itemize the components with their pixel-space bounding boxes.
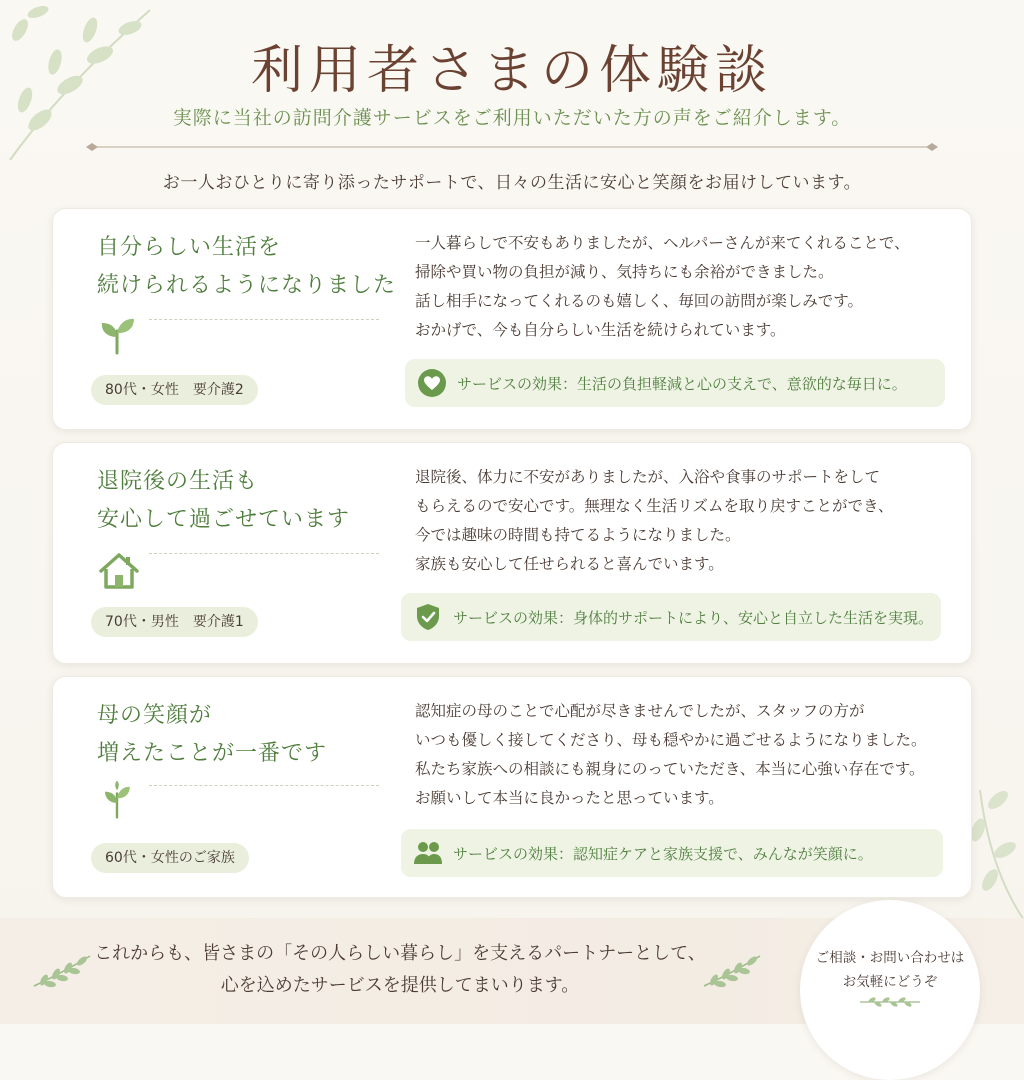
- closing-message: [90, 938, 710, 1002]
- testimonial-body: [415, 229, 955, 345]
- body-line: いつも優しく接してくださり、母も穏やかに過ごせるようになりました。: [415, 731, 927, 749]
- heart-icon: [417, 368, 447, 398]
- testimonial-card: [52, 442, 972, 664]
- service-effect-text: サービスの効果：身体的サポートにより、安心と自立した生活を実現。: [453, 608, 934, 627]
- sprout-icon: [97, 315, 137, 355]
- testimonial-title: 自分らしい生活を 続けられるようになりました: [97, 235, 397, 298]
- people-icon: [413, 838, 443, 868]
- title-rule: [149, 785, 379, 786]
- laurel-left-icon: [30, 950, 94, 990]
- body-line: 退院後、体力に不安がありましたが、入浴や食事のサポートをして: [415, 468, 881, 486]
- intro-text: お一人おひとりに寄り添ったサポートで、日々の生活に安心と笑顔をお届けしています。: [162, 173, 862, 193]
- laurel-right-icon: [700, 950, 764, 990]
- user-tag: 60代・女性のご家族: [91, 843, 249, 873]
- ornamental-divider: [84, 140, 940, 154]
- laurel-small-icon: [858, 996, 922, 1008]
- house-icon: [97, 549, 141, 593]
- user-tag: 80代・女性 要介護2: [91, 375, 258, 405]
- title-rule: [149, 553, 379, 554]
- body-line: もらえるので安心です。無理なく生活リズムを取り戻すことができ、: [415, 497, 894, 515]
- body-line: 話し相手になってくれるのも嬉しく、毎回の訪問が楽しみです。: [415, 292, 863, 310]
- title-rule: [149, 319, 379, 320]
- body-line: お願いして本当に良かったと思っています。: [415, 789, 724, 807]
- body-line: 掃除や買い物の負担が減り、気持ちにも余裕ができました。: [415, 263, 834, 281]
- shield-check-icon: [413, 602, 443, 632]
- body-line: 私たち家族への相談にも親身にのっていただき、本当に心強い存在です。: [415, 760, 925, 778]
- page-subtitle: 実際に当社の訪問介護サービスをご利用いただいた方の声をご紹介します。: [172, 107, 852, 129]
- closing-line: 心を込めたサービスを提供してまいります。: [220, 975, 580, 996]
- service-effect: [405, 359, 945, 407]
- service-effect-text: サービスの効果：認知症ケアと家族支援で、みんなが笑顔に。: [453, 844, 873, 863]
- user-tag: 70代・男性 要介護1: [91, 607, 258, 637]
- testimonial-card: [52, 676, 972, 898]
- testimonial-title: 退院後の生活も 安心して過ごせています: [97, 469, 351, 532]
- closing-line: これからも、皆さまの「その人らしい暮らし」を支えるパートナーとして、: [94, 943, 706, 964]
- contact-badge[interactable]: [800, 900, 980, 1080]
- testimonial-card: [52, 208, 972, 430]
- body-line: 一人暮らしで不安もありましたが、ヘルパーさんが来てくれることで、: [415, 234, 910, 252]
- testimonial-body: [415, 697, 955, 813]
- contact-line: ご相談・お問い合わせは: [815, 950, 965, 966]
- service-effect-text: サービスの効果：生活の負担軽減と心の支えで、意欲的な毎日に。: [457, 374, 907, 393]
- service-effect: [401, 829, 943, 877]
- service-effect: [401, 593, 941, 641]
- body-line: 家族も安心して任せられると喜んでいます。: [415, 555, 724, 573]
- contact-text: [800, 946, 980, 994]
- body-line: 認知症の母のことで心配が尽きませんでしたが、スタッフの方が: [415, 702, 865, 720]
- body-line: おかげで、今も自分らしい生活を続けられています。: [415, 321, 786, 339]
- page-title: 利用者さまの体験談: [250, 41, 773, 101]
- testimonial-title: 母の笑顔が 増えたことが一番です: [97, 703, 328, 766]
- testimonial-body: [415, 463, 955, 579]
- body-line: 今では趣味の時間も持てるようになりました。: [415, 526, 741, 544]
- contact-line: お気軽にどうぞ: [842, 974, 938, 990]
- sprout-icon: [97, 779, 137, 819]
